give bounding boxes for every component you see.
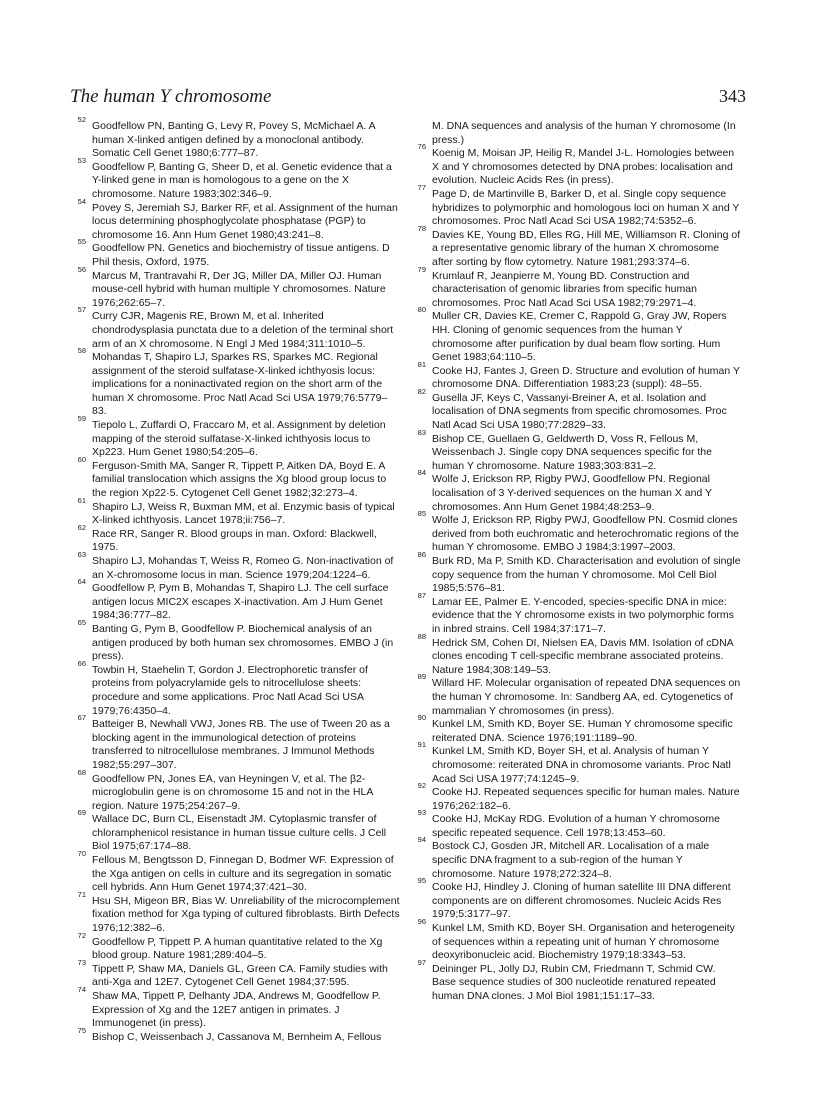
reference-text: Tiepolo L, Zuffardi O, Fraccaro M, et al. Assignment by deletion mapping of the steroid sulfatase-X-linked ichthyosis locus to Xp223. Hum Genet 1980;54:205–6. xyxy=(92,419,386,459)
reference-entry xyxy=(406,876,741,922)
reference-entry xyxy=(406,305,741,364)
reference-number: 78 xyxy=(417,223,426,233)
reference-entry xyxy=(66,889,401,936)
reference-number: 67 xyxy=(77,713,86,723)
reference-number: 72 xyxy=(77,930,86,940)
reference-text: Wolfe J, Erickson RP, Rigby PWJ, Goodfellow PN. Cosmid clones derived from both euchromatic and heterochromatic regions of the human Y chromosome. EMBO J 1984;3:1997–2003. xyxy=(432,514,739,554)
reference-text: Batteiger B, Newhall VWJ, Jones RB. The use of Tween 20 as a blocking agent in the immunological detection of proteins transferred to nitrocellulose membranes. J Immunol Methods 1982;55:297–307. xyxy=(92,718,390,771)
reference-text: Marcus M, Trantravahi R, Der JG, Miller DA, Miller OJ. Human mouse-cell hybrid with human multiple Y chromosomes. Nature 1976;262:65–7. xyxy=(92,269,386,309)
reference-text: Page D, de Martinville B, Barker D, et al. Single copy sequence hybridizes to polymorphic and homologous loci on human X and Y chromosomes. Proc Natl Acad Sci USA 1982;74:5352–6. xyxy=(432,187,740,228)
reference-number: 87 xyxy=(417,590,426,600)
reference-entry xyxy=(406,468,741,514)
reference-number: 93 xyxy=(417,808,426,818)
reference-number: 62 xyxy=(77,522,86,532)
reference-text: Willard HF. Molecular organisation of repeated DNA sequences on the human Y chromosome. In: Sandberg AA, ed. Cytogenetics of mammalian Y chromosomes (in press). xyxy=(432,677,741,717)
reference-text: Towbin H, Staehelin T, Gordon J. Electrophoretic transfer of proteins from polyacrylamide gels to nitrocellulose sheets: procedure and some applications. Proc Natl Acad Sci USA 1979;76:4350–4. xyxy=(92,663,368,717)
reference-number: 68 xyxy=(77,767,86,777)
reference-entry xyxy=(406,672,741,718)
reference-text: Wolfe J, Erickson RP, Rigby PWJ, Goodfellow PN. Regional localisation of 3 Y-derived sequences on the human X and Y chromosomes. Ann Hum Genet 1984;48:253–9. xyxy=(432,473,712,513)
reference-entry xyxy=(66,454,401,501)
reference-number: 55 xyxy=(77,237,86,247)
reference-entry xyxy=(66,713,401,772)
reference-text: Ferguson-Smith MA, Sanger R, Tippett P, Aitken DA, Boyd E. A familial translocation which assigns the Xg blood group locus to the region Xp22·5. Cytogenet Cell Genet 1982;32:273–4. xyxy=(92,459,387,500)
reference-number: 94 xyxy=(417,835,426,845)
reference-text: Tippett P, Shaw MA, Daniels GL, Green CA. Family studies with anti-Xga and 12E7. Cytogenet Cell Genet 1984;37:595. xyxy=(92,962,388,989)
reference-text: Goodfellow P, Banting G, Sheer D, et al. Genetic evidence that a Y-linked gene in man is homologous to a gene on the X chromosome. Nature 1983;302:346–9. xyxy=(92,160,392,200)
reference-text: Goodfellow PN. Genetics and biochemistry of tissue antigens. D Phil thesis, Oxford, 1975. xyxy=(92,242,390,268)
reference-text: Goodfellow PN, Jones EA, van Heyningen V, et al. The β2-microglobulin gene is on chromosome 15 and not in the HLA region. Nature 1975;254:267–9. xyxy=(92,772,373,812)
reference-entry xyxy=(66,849,401,895)
reference-text: Cooke HJ, Hindley J. Cloning of human satellite III DNA different components are on different chromosomes. Nucleic Acids Res 1979;5:3177–97. xyxy=(432,881,731,921)
reference-number: 85 xyxy=(417,509,426,519)
reference-text: Cooke HJ, Fantes J, Green D. Structure and evolution of human Y chromosome DNA. Differentiation 1983;23 (suppl): 48–55. xyxy=(432,364,740,391)
reference-entry xyxy=(66,115,401,161)
reference-number: 89 xyxy=(417,672,426,682)
reference-entry xyxy=(66,522,401,555)
reference-number: 52 xyxy=(77,115,86,124)
reference-entry xyxy=(406,740,741,786)
reference-text: Koenig M, Moisan JP, Heilig R, Mandel J-L. Homologies between X and Y chromosomes detected by DNA probes: localisation and evolution. Nucleic Acids Res (in press). xyxy=(432,147,735,187)
reference-entry xyxy=(406,590,741,637)
reference-entry xyxy=(406,631,741,678)
reference-number: 59 xyxy=(77,414,86,424)
reference-text: Hedrick SM, Cohen DI, Nielsen EA, Davis MM. Isolation of cDNA clones encoding T cell-specific membrane associated proteins. Nature 1984;308:149–53. xyxy=(432,636,734,676)
reference-text: Wallace DC, Burn CL, Eisenstadt JM. Cytoplasmic transfer of chloramphenicol resistance in human tissue culture cells. J Cell Biol 1975;67:174–88. xyxy=(92,813,387,853)
reference-entry xyxy=(66,1025,401,1045)
reference-number: 65 xyxy=(77,617,86,627)
reference-text: Shapiro LJ, Weiss R, Buxman MM, et al. Enzymic basis of typical X-linked ichthyosis. Lancet 1978;ii:756–7. xyxy=(92,500,395,527)
reference-number: 80 xyxy=(417,305,426,315)
reference-entry xyxy=(66,985,401,1031)
reference-text: Banting G, Pym B, Goodfellow P. Biochemical analysis of an antigen produced by both human sex chromosomes. EMBO J (in press). xyxy=(92,622,394,663)
reference-number: 71 xyxy=(77,889,86,899)
reference-text: Mohandas T, Shapiro LJ, Sparkes RS, Sparkes MC. Regional assignment of the steroid sulfatase-X-linked ichthyosis locus: implications for a noninactivated region on the short arm of the human X chromosome. Proc Natl Acad Sci USA 1979;76:5779–83. xyxy=(92,351,388,418)
reference-number: 56 xyxy=(77,264,86,274)
reference-entry xyxy=(406,509,741,555)
reference-number: 84 xyxy=(417,468,426,478)
reference-text: Bostock CJ, Gosden JR, Mitchell AR. Localisation of a male specific DNA fragment to a sub-region of the human Y chromosome. Nature 1978;272:324–8. xyxy=(432,840,710,880)
running-title: The human Y chromosome xyxy=(70,86,272,107)
reference-number: 73 xyxy=(77,957,86,967)
reference-text: Krumlauf R, Jeanpierre M, Young BD. Construction and characterisation of genomic libraries from specific human chromosomes. Proc Natl Acad Sci USA 1982;79:2971–4. xyxy=(432,269,697,309)
reference-entry xyxy=(66,196,401,243)
reference-number: 88 xyxy=(417,631,426,641)
reference-text: M. DNA sequences and analysis of the human Y chromosome (In press.) xyxy=(432,120,736,146)
reference-number: 86 xyxy=(417,550,426,559)
reference-text: Lamar EE, Palmer E. Y-encoded, species-specific DNA in mice: evidence that the Y chromosome exists in two polymorphic forms in inbred strains. Cell 1984;37:171–7. xyxy=(432,595,734,635)
reference-text: Cooke HJ, McKay RDG. Evolution of a human Y chromosome specific repeated sequence. Cell 1978;13:453–60. xyxy=(432,813,720,839)
reference-number: 69 xyxy=(77,808,86,818)
page-number: 343 xyxy=(719,86,746,106)
page-header xyxy=(70,86,746,108)
reference-number: 60 xyxy=(77,454,86,464)
reference-entry xyxy=(406,142,741,188)
reference-text: Bishop C, Weissenbach J, Cassanova M, Bernheim A, Fellous xyxy=(92,1030,382,1043)
reference-entry xyxy=(66,577,401,623)
reference-text: Gusella JF, Keys C, Vassanyi-Breiner A, et al. Isolation and localisation of DNA segments from specific chromosomes. Proc Natl Acad Sci USA 1980;77:2829–33. xyxy=(432,391,727,432)
reference-entry xyxy=(406,550,741,596)
reference-entry xyxy=(66,957,401,990)
reference-number: 76 xyxy=(417,142,426,152)
reference-number: 92 xyxy=(417,781,426,791)
reference-entry xyxy=(406,917,741,963)
reference-text: Deininger PL, Jolly DJ, Rubin CM, Friedmann T, Schmid CW. Base sequence studies of 300 nucleotide renatured repeated human DNA clones. J Mol Biol 1981;151:17–33. xyxy=(432,962,716,1002)
reference-text: Davies KE, Young BD, Elles RG, Hill ME, Williamson R. Cloning of a representative genomic library of the human X chromosome after sorting by flow cytometry. Nature 1981;293:374–6. xyxy=(432,228,741,268)
reference-text: Muller CR, Davies KE, Cremer C, Rappold G, Gray JW, Ropers HH. Cloning of genomic sequences from the human Y chromosome after purification by dual beam flow sorting. Hum Genet 1983;64:110–5. xyxy=(432,310,727,364)
reference-entry xyxy=(406,957,741,1004)
reference-text: Burk RD, Ma P, Smith KD. Characterisation and evolution of single copy sequence from the human Y chromosome. Mol Cell Biol 1985;5:576–81. xyxy=(432,555,741,595)
reference-text: Shapiro LJ, Mohandas T, Weiss R, Romeo G. Non-inactivation of an X-chromosome locus in man. Science 1979;204:1224–6. xyxy=(92,555,394,581)
reference-entry xyxy=(66,550,401,582)
reference-text: Shaw MA, Tippett P, Delhanty JDA, Andrews M, Goodfellow P. Expression of Xg and the 12E7 antigen in primates. J Immunogenet (in press). xyxy=(92,990,381,1030)
reference-entry xyxy=(406,808,741,840)
reference-text: Goodfellow PN, Banting G, Levy R, Povey S, McMichael A. A human X-linked antigen defined by a monoclonal antibody. Somatic Cell Genet 1980;6:777–87. xyxy=(92,120,376,160)
reference-entry xyxy=(66,305,401,351)
reference-entry xyxy=(66,808,401,854)
reference-entry xyxy=(406,427,741,474)
reference-text: Kunkel LM, Smith KD, Boyer SE. Human Y chromosome specific reiterated DNA. Science 1976;191:1189–90. xyxy=(432,718,733,744)
reference-number: 66 xyxy=(77,658,86,668)
reference-number: 97 xyxy=(417,957,426,967)
reference-number: 53 xyxy=(77,155,86,165)
reference-text: Race RR, Sanger R. Blood groups in man. Oxford: Blackwell, 1975. xyxy=(92,527,377,554)
reference-number: 82 xyxy=(417,386,426,396)
reference-number: 70 xyxy=(77,849,86,859)
reference-entry xyxy=(406,835,741,881)
reference-entry xyxy=(406,359,741,392)
reference-number: 96 xyxy=(417,917,426,927)
reference-entry xyxy=(66,414,401,460)
reference-number: 54 xyxy=(77,196,86,206)
reference-entry xyxy=(406,713,741,745)
reference-entry xyxy=(406,182,741,229)
reference-entry xyxy=(66,495,401,528)
reference-text: Fellous M, Bengtsson D, Finnegan D, Bodmer WF. Expression of the Xga antigen on cells in culture and its segregation in somatic cell hybrids. Ann Hum Genet 1974;37:421–30. xyxy=(92,854,394,894)
reference-text: Kunkel LM, Smith KD, Boyer SH, et al. Analysis of human Y chromosome: reiterated DNA in chromosome variants. Proc Natl Acad Sci USA 1977;74:1245–9. xyxy=(432,745,731,785)
reference-number: 90 xyxy=(417,713,426,723)
reference-number: 77 xyxy=(417,182,426,192)
reference-text: Curry CJR, Magenis RE, Brown M, et al. Inherited chondrodysplasia punctata due to a deletion of the terminal short arm of an X chromosome. N Engl J Med 1984;311:1010–5. xyxy=(92,310,394,350)
reference-number: 81 xyxy=(417,359,426,369)
reference-text: Hsu SH, Migeon BR, Bias W. Unreliability of the microcomplement fixation method for Xga typing of cultured fibroblasts. Birth Defects 1976;12:382–6. xyxy=(92,894,400,935)
reference-text: Cooke HJ. Repeated sequences specific for human males. Nature 1976;262:182–6. xyxy=(432,786,740,812)
reference-number: 74 xyxy=(77,985,86,994)
reference-entry xyxy=(406,386,741,433)
reference-text: Goodfellow P, Tippett P. A human quantitative related to the Xg blood group. Nature 1981;289:404–5. xyxy=(92,935,383,962)
reference-number: 63 xyxy=(77,550,86,559)
reference-number: 58 xyxy=(77,346,86,356)
reference-number: 91 xyxy=(417,740,426,750)
reference-number: 79 xyxy=(417,264,426,274)
reference-entry xyxy=(66,658,401,718)
reference-text: Kunkel LM, Smith KD, Boyer SH. Organisation and heterogeneity of sequences within a repeating unit of human Y chromosome deoxyribonucleic acid. Biochemistry 1979;18:3343–53. xyxy=(432,922,735,962)
reference-entry xyxy=(66,930,401,963)
reference-number: 64 xyxy=(77,577,86,587)
reference-number: 83 xyxy=(417,427,426,437)
reference-text: Goodfellow P, Pym B, Mohandas T, Shapiro LJ. The cell surface antigen locus MIC2X escapes X-inactivation. Am J Hum Genet 1984;36:777–82. xyxy=(92,582,389,622)
reference-entry xyxy=(406,781,741,813)
reference-text: Bishop CE, Guellaen G, Geldwerth D, Voss R, Fellous M, Weissenbach J. Single copy DNA sequences specific for the human Y chromosome. Nature 1983;303:831–2. xyxy=(432,432,712,472)
reference-entry xyxy=(66,617,401,664)
references-right-column xyxy=(406,120,741,1004)
reference-entry xyxy=(66,155,401,202)
reference-number: 57 xyxy=(77,305,86,315)
reference-number: 61 xyxy=(77,495,86,505)
reference-entry xyxy=(66,346,401,419)
reference-entry xyxy=(406,120,741,147)
reference-number: 75 xyxy=(77,1025,86,1035)
reference-entry xyxy=(66,237,401,269)
reference-number: 95 xyxy=(417,876,426,886)
references-left-column xyxy=(66,115,401,1044)
reference-entry xyxy=(406,264,741,311)
reference-entry xyxy=(406,223,741,270)
reference-entry xyxy=(66,264,401,311)
reference-entry xyxy=(66,767,401,814)
reference-text: Povey S, Jeremiah SJ, Barker RF, et al. Assignment of the human locus determining phosphoglycolate phosphatase (PGP) to chromosome 16. Ann Hum Genet 1980;43:241–8. xyxy=(92,201,398,241)
